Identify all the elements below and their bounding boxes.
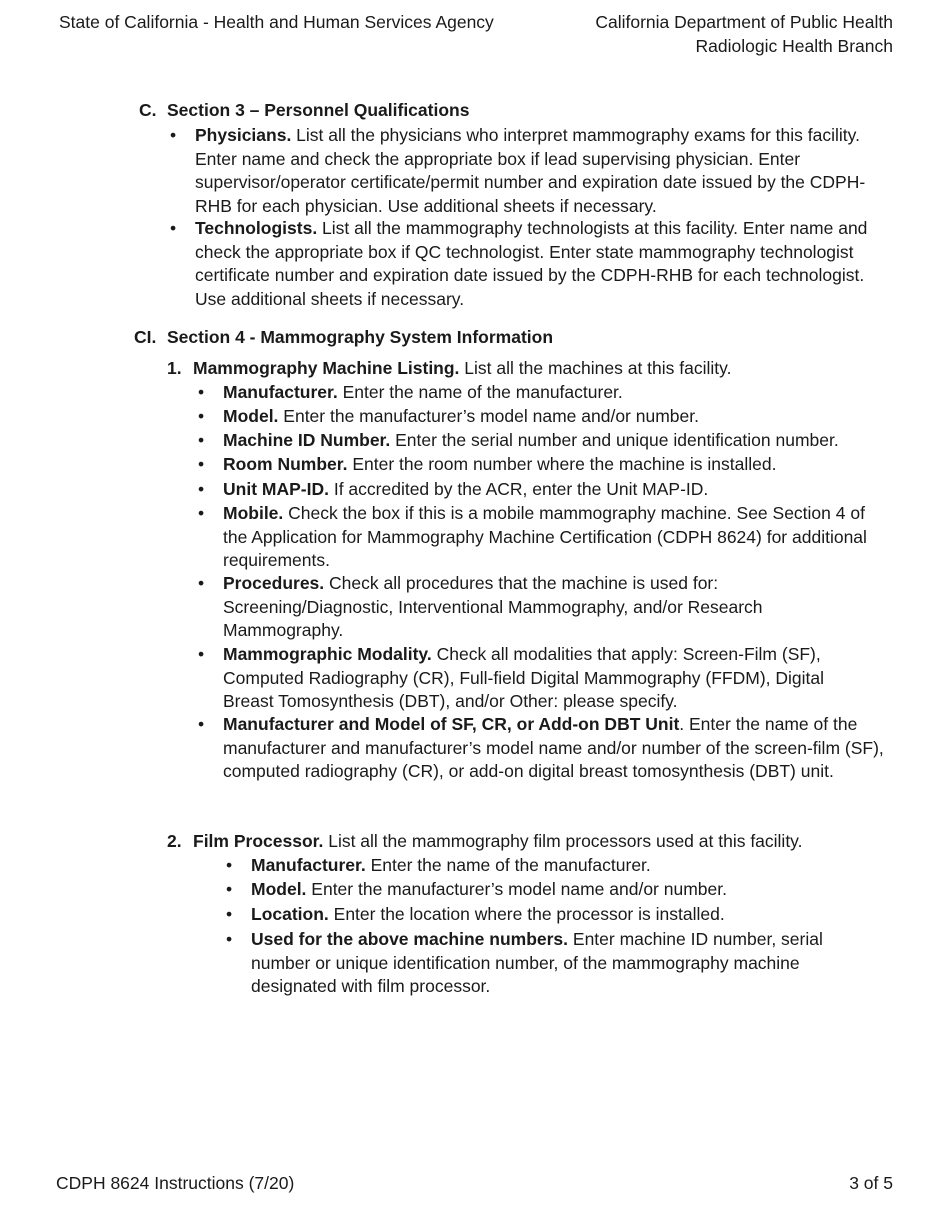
- item-term: Model.: [223, 406, 279, 426]
- list-item: [223, 405, 903, 429]
- bullet-glyph: •: [226, 879, 233, 899]
- bullet-glyph: •: [170, 218, 177, 238]
- list-item: [223, 429, 913, 453]
- item-description: Enter the manufacturer’s model name and/or number.: [278, 406, 699, 426]
- item-term: Film Processor.: [193, 831, 324, 851]
- bullet-glyph: •: [198, 644, 205, 664]
- item-description: Enter the name of the manufacturer.: [337, 382, 623, 402]
- item-description: List all the machines at this facility.: [459, 358, 732, 378]
- item-term: Procedures.: [223, 573, 325, 593]
- bullet-glyph: •: [226, 855, 233, 875]
- item-term: Mammography Machine Listing.: [193, 358, 460, 378]
- item-term: Location.: [251, 904, 329, 924]
- item-description: Check all modalities that apply: Screen-Film (SF), Computed Radiography (CR), Full-field Digital Mammography (FFDM), Digital Breast Tomosynthesis (DBT), and/or Other: please specify.: [223, 644, 825, 711]
- item-description: Enter the serial number and unique identification number.: [390, 430, 839, 450]
- item-description: Enter machine ID number, serial number or unique identification number, of the mammography machine designated with film processor.: [251, 929, 823, 996]
- item-term: Manufacturer.: [223, 382, 338, 402]
- item-description: Enter the room number where the machine is installed.: [347, 454, 777, 474]
- item-term: Manufacturer and Model of SF, CR, or Add-on DBT Unit: [223, 714, 680, 734]
- item-term: Machine ID Number.: [223, 430, 391, 450]
- list-item: [223, 643, 878, 714]
- item-term: Room Number.: [223, 454, 348, 474]
- item-term: Used for the above machine numbers.: [251, 929, 569, 949]
- bullet-glyph: •: [226, 904, 233, 924]
- physicians-text: [195, 124, 895, 218]
- item-description: Enter the name of the manufacturer.: [365, 855, 651, 875]
- footer-form-id: CDPH 8624 Instructions (7/20): [56, 1173, 295, 1193]
- bullet-glyph: •: [198, 714, 205, 734]
- item-description: List all the mammography technologists at this facility. Enter name and check the appropriate box if QC technologist. Enter state mammography technologist certificate number and expiration date issued by the CDPH-RHB for each technologist. Use additional sheets if necessary.: [195, 218, 868, 309]
- bullet-glyph: •: [198, 503, 205, 523]
- bullet-glyph: •: [198, 430, 205, 450]
- section-ci-title: Section 4 - Mammography System Information: [167, 327, 554, 347]
- header-agency: State of California - Health and Human Services Agency: [59, 12, 494, 32]
- subsection-1-heading: [193, 357, 913, 381]
- list-item: [223, 453, 903, 477]
- header-department: [595, 11, 893, 58]
- section-ci-marker: CI.: [134, 327, 157, 347]
- item-term: Mammographic Modality.: [223, 644, 432, 664]
- bullet-glyph: •: [198, 382, 205, 402]
- list-item: [223, 572, 823, 643]
- list-item: [251, 928, 876, 999]
- item-term: Unit MAP-ID.: [223, 479, 329, 499]
- item-description: Check all procedures that the machine is used for: Screening/Diagnostic, Interventional Mammography, and/or Research Mammography.: [223, 573, 763, 640]
- list-item: [251, 878, 891, 902]
- bullet-glyph: •: [170, 125, 177, 145]
- subsection-2-marker: 2.: [167, 831, 182, 851]
- list-item: [251, 854, 891, 878]
- technologists-text: [195, 217, 895, 311]
- list-item: [223, 713, 891, 784]
- list-item: [223, 381, 903, 405]
- bullet-glyph: •: [198, 479, 205, 499]
- bullet-glyph: •: [198, 406, 205, 426]
- section-c-title: Section 3 – Personnel Qualifications: [167, 100, 470, 120]
- item-description: List all the physicians who interpret mammography exams for this facility. Enter name and check the appropriate box if lead supervising physician. Enter supervisor/operator certificate/permit number and expiration date issued by the CDPH-RHB for each physician. Use additional sheets if necessary.: [195, 125, 866, 216]
- item-description: Enter the manufacturer’s model name and/or number.: [306, 879, 727, 899]
- list-item: [223, 502, 883, 573]
- header-department-line2: Radiologic Health Branch: [695, 35, 893, 56]
- bullet-glyph: •: [198, 454, 205, 474]
- footer-page-number: 3 of 5: [849, 1173, 893, 1193]
- section-c-marker: C.: [139, 100, 157, 120]
- subsection-2-heading: [193, 830, 913, 854]
- bullet-glyph: •: [226, 929, 233, 949]
- header-department-line1: California Department of Public Health: [595, 12, 893, 32]
- subsection-1-marker: 1.: [167, 358, 182, 378]
- item-term: Manufacturer.: [251, 855, 366, 875]
- item-description: . Enter the name of the manufacturer and manufacturer’s model name and/or number of the screen-film (SF), computed radiography (CR), or add-on digital breast tomosynthesis (DBT) unit.: [223, 714, 884, 781]
- bullet-glyph: •: [198, 573, 205, 593]
- item-term: Mobile.: [223, 503, 284, 523]
- item-term: Technologists.: [195, 218, 318, 238]
- item-description: If accredited by the ACR, enter the Unit MAP-ID.: [328, 479, 709, 499]
- item-description: Check the box if this is a mobile mammography machine. See Section 4 of the Application for Mammography Machine Certification (CDPH 8624) for additional requirements.: [223, 503, 867, 570]
- item-description: List all the mammography film processors used at this facility.: [323, 831, 803, 851]
- list-item: [223, 478, 903, 502]
- item-term: Physicians.: [195, 125, 292, 145]
- item-term: Model.: [251, 879, 307, 899]
- list-item: [251, 903, 891, 927]
- item-description: Enter the location where the processor is installed.: [328, 904, 725, 924]
